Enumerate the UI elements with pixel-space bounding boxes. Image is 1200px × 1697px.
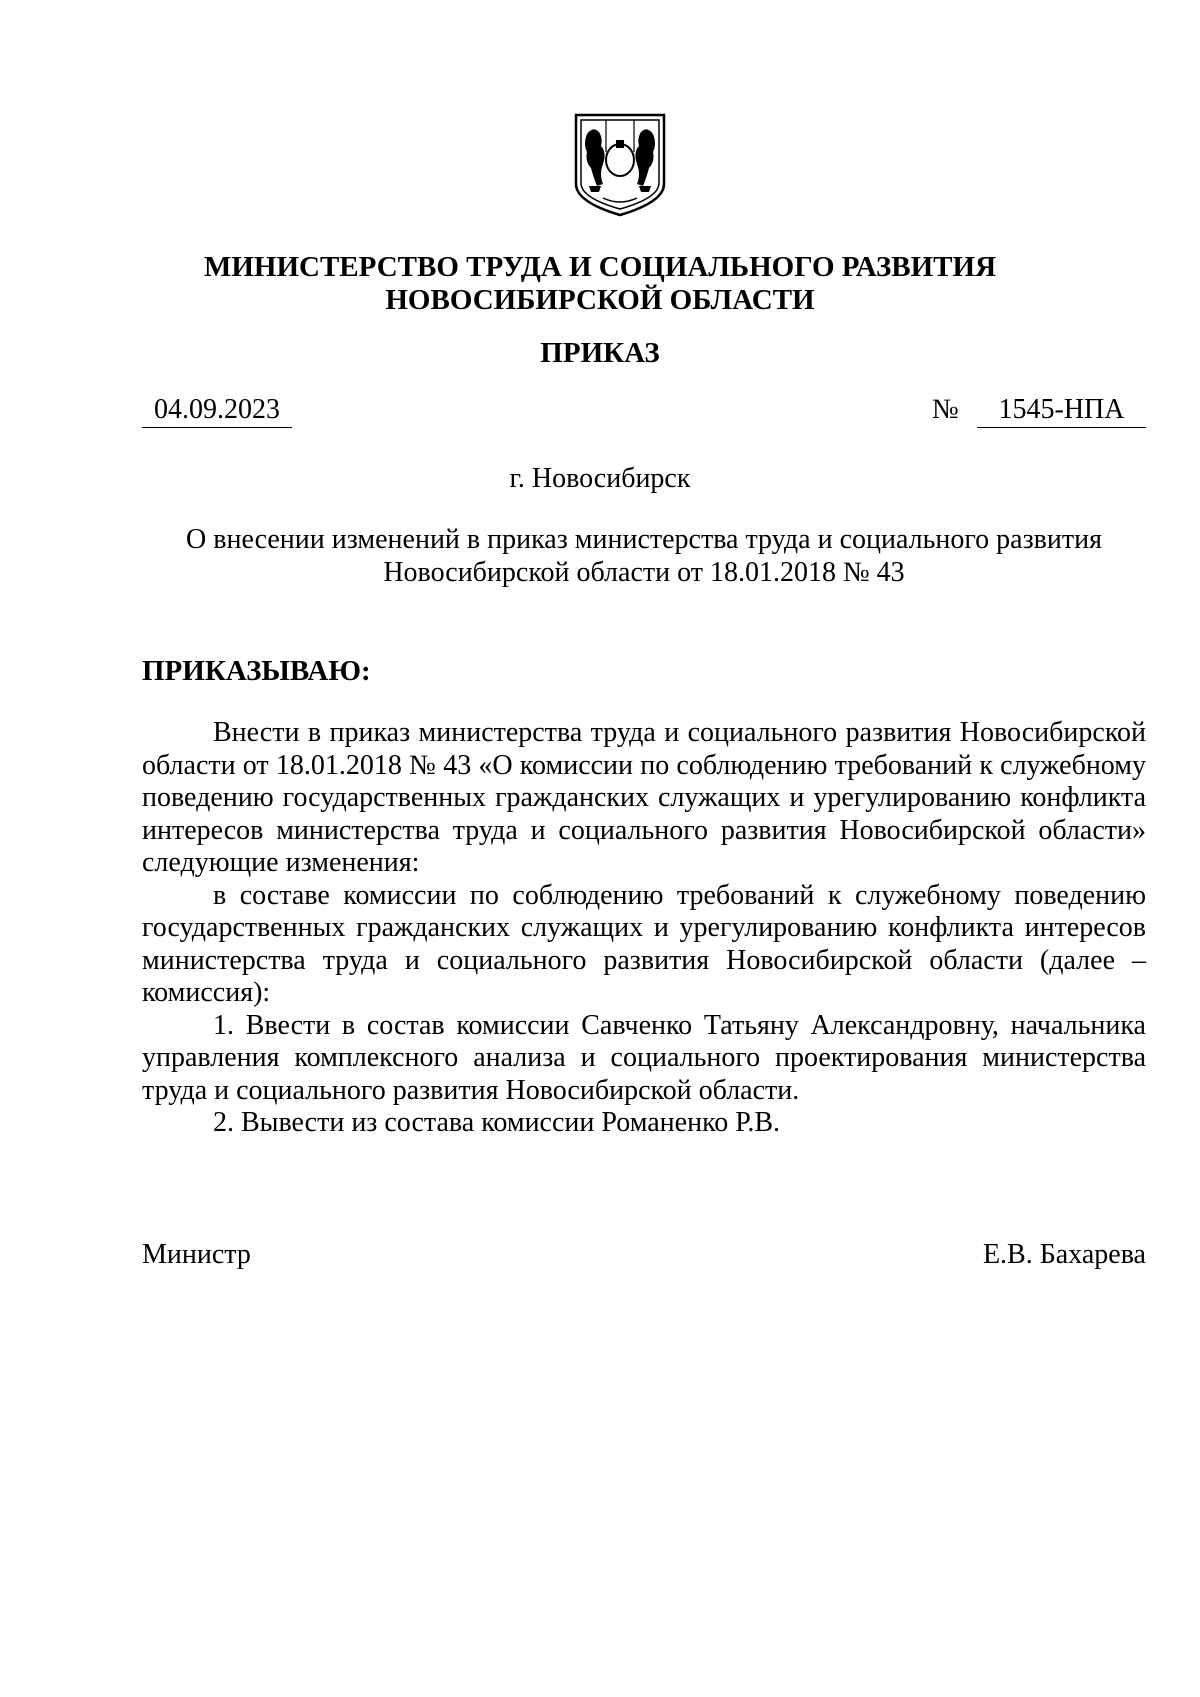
document-subject [142,523,1146,589]
body-paragraph-3: 1. Ввести в состав комиссии Савченко Татьяну Александровну, начальника управления комплексного анализа и социального проектирования министерства труда и социального развития Новосибирской области. [142,1009,1146,1106]
ministry-name [0,251,1200,317]
subject-line2: Новосибирской области от 18.01.2018 № 43 [383,557,905,588]
ministry-name-line1: МИНИСТЕРСТВО ТРУДА И СОЦИАЛЬНОГО РАЗВИТИЯ [203,251,997,283]
city: г. Новосибирск [509,463,691,494]
coat-of-arms-icon [573,112,667,218]
body-paragraph-2: в составе комиссии по соблюдению требований к служебному поведению государственных гражданских служащих и урегулированию конфликта интересов министерства труда и социального развития Новосибирской области (далее – комиссия): [142,879,1146,1008]
body-paragraph-1: Внести в приказ министерства труда и социального развития Новосибирской области от 18.01.2018 № 43 «О комиссии по соблюдению требований к служебному поведению государственных гражданских служащих и урегулированию конфликта интересов министерства труда и социального развития Новосибирской области» следующие изменения: [142,717,1146,878]
document-body [142,717,1146,1140]
document-date: 04.09.2023 [142,393,292,428]
signatory-name: Е.В. Бахарева [982,1239,1146,1270]
body-paragraph-4: 2. Вывести из состава комиссии Романенко Р.В. [213,1107,780,1138]
date-number-row [142,393,1146,433]
subject-line1: О внесении изменений в приказ министерства труда и социального развития [186,524,1102,555]
signatory-title: Министр [142,1239,251,1270]
ministry-name-line2: НОВОСИБИРСКОЙ ОБЛАСТИ [385,284,815,316]
decree-heading: ПРИКАЗЫВАЮ: [142,655,371,687]
document-number: 1545-НПА [977,393,1146,428]
document-type: ПРИКАЗ [540,337,660,369]
number-sign: № [932,394,959,425]
